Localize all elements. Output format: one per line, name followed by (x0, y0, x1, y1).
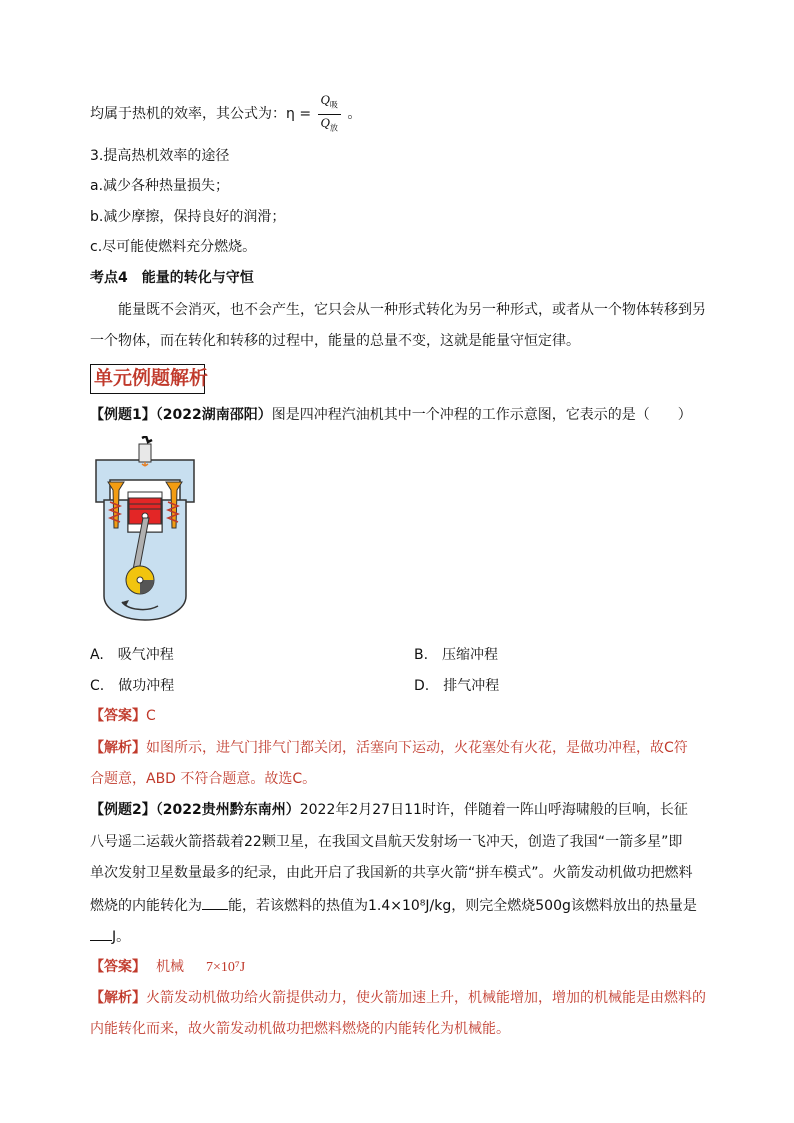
example2-line5 (90, 926, 130, 947)
efficiency-suffix: 。 (347, 106, 362, 123)
spark-plug (139, 444, 151, 462)
point4-para-line2: 一个物体，而在转化和转移的过程中，能量的总量不变，这就是能量守恒定律。 (90, 333, 580, 349)
point4-heading: 考点4 能量的转化与守恒 (90, 270, 254, 286)
efficiency-formula-line (90, 92, 361, 136)
efficiency-prefix: 均属于热机的效率，其公式为：η = (90, 106, 312, 123)
example2-answer2: 7×10⁷J (206, 960, 246, 975)
efficiency-fraction (318, 92, 341, 136)
example2-analysis-text1: 火箭发动机做功给火箭提供动力，使火箭加速上升，机械能增加，增加的机械能是由燃料的 (146, 990, 706, 1006)
example2-text1: 2022年2月27日11时许，伴随着一阵山呼海啸般的巨响，长征 (299, 802, 688, 818)
example1-analysis-text1: 如图所示，进气门排气门都关闭，活塞向下运动，火花塞处有火花，是做功冲程，故C符 (146, 740, 688, 756)
example2-line4 (90, 895, 697, 916)
example2-line4a: 燃烧的内能转化为 (90, 898, 202, 914)
example1-answer-line (90, 706, 156, 726)
example2-tag: 【例题2】 (90, 802, 156, 818)
example1-option-a: A. 吸气冲程 (90, 647, 174, 663)
example2-line1 (90, 800, 688, 820)
example1-analysis-tag: 【解析】 (90, 740, 146, 756)
improve-item-c: c.尽可能使燃料充分燃烧。 (90, 239, 257, 255)
example2-blank2 (90, 926, 112, 941)
example2-analysis-tag: 【解析】 (90, 990, 146, 1006)
spark-plug-wire (142, 436, 152, 442)
example2-source: （2022贵州黔东南州） (155, 802, 300, 818)
example1-option-c: C. 做功冲程 (90, 678, 175, 694)
crank-axle (137, 577, 143, 583)
example2-line4b: 能，若该燃料的热值为1.4×10⁸J/kg，则完全燃烧500g该燃料放出的热量是 (228, 898, 697, 914)
example2-answer-line (90, 957, 245, 978)
example1-answer: C (146, 708, 156, 724)
example1-tag: 【例题1】 (90, 407, 156, 423)
example1-analysis-line1 (90, 738, 688, 758)
example1-source: （2022湖南邵阳） (155, 407, 272, 423)
example2-blank1 (202, 895, 228, 910)
example1-option-d: D. 排气冲程 (414, 678, 500, 694)
example1-answer-tag: 【答案】 (90, 708, 146, 724)
example1-question: 图是四冲程汽油机其中一个冲程的工作示意图，它表示的是（ ） (271, 407, 692, 423)
example2-line5-text: J。 (112, 929, 131, 945)
example2-answer-tag: 【答案】 (90, 959, 146, 975)
fraction-numerator: $Q_吸$ (318, 92, 341, 115)
improve-item-b: b.减少摩擦，保持良好的润滑； (90, 209, 286, 225)
example2-answer1: 机械 (156, 959, 184, 975)
example1-analysis-line2: 合题意，ABD 不符合题意。故选C。 (90, 771, 317, 787)
example2-line2: 八号遥二运载火箭搭载着22颗卫星，在我国文昌航天发射场一飞冲天，创造了我国“一箭多星”即 (90, 834, 683, 850)
improve-title: 3.提高热机效率的途径 (90, 148, 230, 164)
unit-title: 单元例题解析 (94, 367, 209, 389)
point4-para-line1: 能量既不会消灭，也不会产生，它只会从一种形式转化为另一种形式，或者从一个物体转移到另 (118, 302, 706, 318)
improve-item-a: a.减少各种热量损失； (90, 178, 230, 194)
fraction-denominator: $Q_放$ (320, 114, 338, 133)
example1-question-line (90, 405, 692, 425)
four-stroke-engine-diagram (92, 436, 198, 622)
example2-line3: 单次发射卫星数量最多的纪录，由此开启了我国新的共享火箭“拼车模式”。火箭发动机做功把燃料 (90, 865, 693, 881)
example2-analysis-line2: 内能转化而来，故火箭发动机做功把燃料燃烧的内能转化为机械能。 (90, 1021, 510, 1037)
example2-analysis-line1 (90, 988, 706, 1008)
example1-option-b: B. 压缩冲程 (414, 647, 499, 663)
